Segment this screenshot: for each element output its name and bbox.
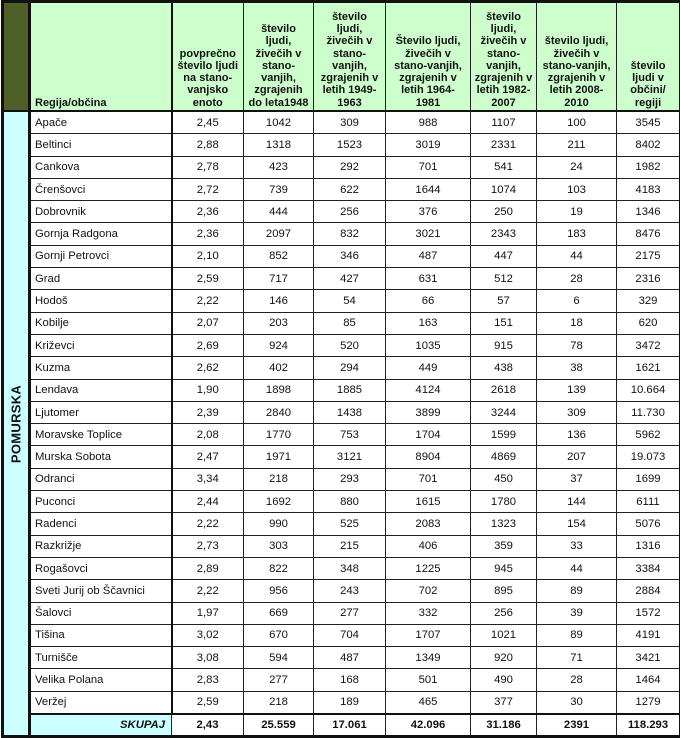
people-total: 5962	[617, 424, 680, 446]
avg-per-unit: 2,78	[172, 156, 244, 178]
table-row	[3, 312, 680, 334]
people-1964-1981: 406	[386, 535, 471, 557]
people-1949-1963: 309	[314, 111, 386, 134]
people-1949-1963: 348	[314, 557, 386, 579]
people-1964-1981: 631	[386, 268, 471, 290]
table-row	[3, 401, 680, 423]
people-to-1948: 670	[244, 624, 314, 646]
table-row	[3, 669, 680, 691]
municipality-name: Tišina	[30, 624, 172, 646]
table-row	[3, 156, 680, 178]
people-to-1948: 739	[244, 178, 314, 200]
people-1964-1981: 3021	[386, 223, 471, 245]
avg-per-unit: 1,90	[172, 379, 244, 401]
people-1964-1981: 332	[386, 602, 471, 624]
avg-per-unit: 3,08	[172, 647, 244, 669]
municipality-name: Dobrovnik	[30, 201, 172, 223]
people-1949-1963: 85	[314, 312, 386, 334]
people-total: 10.664	[617, 379, 680, 401]
people-1949-1963: 215	[314, 535, 386, 557]
avg-per-unit: 2,72	[172, 178, 244, 200]
people-total: 4183	[617, 178, 680, 200]
municipality-name: Razkrižje	[30, 535, 172, 557]
municipality-name: Črenšovci	[30, 178, 172, 200]
avg-per-unit: 2,47	[172, 446, 244, 468]
header-avg-text: povprečno število ljudi na stano-vanjsko enoto	[175, 48, 241, 109]
people-1949-1963: 1438	[314, 401, 386, 423]
people-total: 2175	[617, 245, 680, 267]
municipality-name: Velika Polana	[30, 669, 172, 691]
people-1982-2007: 1599	[471, 424, 537, 446]
municipality-name: Radenci	[30, 513, 172, 535]
table-row	[3, 178, 680, 200]
people-2008-2010: 211	[537, 134, 617, 156]
table-row	[3, 111, 680, 134]
people-total: 3545	[617, 111, 680, 134]
people-1982-2007: 3244	[471, 401, 537, 423]
people-total: 1346	[617, 201, 680, 223]
people-to-1948: 924	[244, 334, 314, 356]
people-to-1948: 2097	[244, 223, 314, 245]
municipality-name: Turnišče	[30, 647, 172, 669]
municipality-name: Šalovci	[30, 602, 172, 624]
header-period-1964-1981	[386, 2, 471, 112]
region-cell	[3, 111, 30, 737]
people-1982-2007: 250	[471, 201, 537, 223]
people-1982-2007: 1021	[471, 624, 537, 646]
header-row	[3, 2, 680, 112]
people-1964-1981: 1035	[386, 334, 471, 356]
region-header-cell	[3, 2, 30, 112]
avg-per-unit: 2,08	[172, 424, 244, 446]
people-1964-1981: 3019	[386, 134, 471, 156]
people-1964-1981: 2083	[386, 513, 471, 535]
header-p5-text: število ljudi, živečih v stano-vanjih, zgrajenih v letih 2008-2010	[541, 35, 613, 109]
people-2008-2010: 100	[537, 111, 617, 134]
people-total: 2884	[617, 580, 680, 602]
municipality-name: Puconci	[30, 491, 172, 513]
avg-per-unit: 2,88	[172, 134, 244, 156]
people-1982-2007: 1780	[471, 491, 537, 513]
people-to-1948: 218	[244, 468, 314, 490]
municipality-name: Veržej	[30, 691, 172, 714]
municipality-name: Križevci	[30, 334, 172, 356]
people-to-1948: 2840	[244, 401, 314, 423]
people-1982-2007: 1107	[471, 111, 537, 134]
people-to-1948: 822	[244, 557, 314, 579]
total-people-1949-1963: 17.061	[314, 714, 386, 737]
people-1964-1981: 449	[386, 357, 471, 379]
people-to-1948: 1692	[244, 491, 314, 513]
people-1964-1981: 3899	[386, 401, 471, 423]
people-to-1948: 423	[244, 156, 314, 178]
people-1982-2007: 256	[471, 602, 537, 624]
people-2008-2010: 19	[537, 201, 617, 223]
total-people-1964-1981: 42.096	[386, 714, 471, 737]
people-1982-2007: 447	[471, 245, 537, 267]
people-2008-2010: 30	[537, 691, 617, 714]
people-1982-2007: 57	[471, 290, 537, 312]
people-1949-1963: 294	[314, 357, 386, 379]
municipality-name: Ljutomer	[30, 401, 172, 423]
people-1949-1963: 293	[314, 468, 386, 490]
people-1964-1981: 465	[386, 691, 471, 714]
people-1982-2007: 438	[471, 357, 537, 379]
people-1964-1981: 1349	[386, 647, 471, 669]
people-2008-2010: 89	[537, 624, 617, 646]
people-to-1948: 669	[244, 602, 314, 624]
header-p1-text: število ljudi, živečih v stano-vanjih, zgrajenih do leta1948	[247, 23, 311, 109]
avg-per-unit: 2,89	[172, 557, 244, 579]
table-row	[3, 557, 680, 579]
people-1982-2007: 151	[471, 312, 537, 334]
municipality-name: Rogašovci	[30, 557, 172, 579]
people-1949-1963: 880	[314, 491, 386, 513]
municipality-name: Hodoš	[30, 290, 172, 312]
avg-per-unit: 1,97	[172, 602, 244, 624]
people-2008-2010: 103	[537, 178, 617, 200]
people-1982-2007: 4869	[471, 446, 537, 468]
people-to-1948: 218	[244, 691, 314, 714]
header-p4-text: število ljudi, živečih v stano-vanjih, zgrajenih v letih 1982-2007	[472, 11, 536, 109]
table-row	[3, 535, 680, 557]
total-label: SKUPAJ	[30, 714, 172, 737]
people-1964-1981: 701	[386, 468, 471, 490]
people-1949-1963: 346	[314, 245, 386, 267]
municipality-name: Gornji Petrovci	[30, 245, 172, 267]
people-total: 1982	[617, 156, 680, 178]
avg-per-unit: 2,39	[172, 401, 244, 423]
header-total	[617, 2, 680, 112]
people-1982-2007: 541	[471, 156, 537, 178]
total-people-total: 118.293	[617, 714, 680, 737]
municipality-name: Gornja Radgona	[30, 223, 172, 245]
people-2008-2010: 24	[537, 156, 617, 178]
table-row	[3, 379, 680, 401]
people-total: 1316	[617, 535, 680, 557]
people-1949-1963: 622	[314, 178, 386, 200]
table-row	[3, 134, 680, 156]
people-total: 1279	[617, 691, 680, 714]
total-row	[3, 714, 680, 737]
people-1982-2007: 512	[471, 268, 537, 290]
people-total: 4191	[617, 624, 680, 646]
avg-per-unit: 2,36	[172, 201, 244, 223]
municipality-name: Kuzma	[30, 357, 172, 379]
total-people-1982-2007: 31.186	[471, 714, 537, 737]
table-row	[3, 357, 680, 379]
people-to-1948: 594	[244, 647, 314, 669]
avg-per-unit: 2,22	[172, 513, 244, 535]
people-to-1948: 717	[244, 268, 314, 290]
people-1949-1963: 243	[314, 580, 386, 602]
avg-per-unit: 3,02	[172, 624, 244, 646]
header-period-to-1948	[244, 2, 314, 112]
people-1964-1981: 8904	[386, 446, 471, 468]
people-total: 8402	[617, 134, 680, 156]
table-row	[3, 602, 680, 624]
people-to-1948: 146	[244, 290, 314, 312]
header-period-1949-1963	[314, 2, 386, 112]
people-to-1948: 1971	[244, 446, 314, 468]
people-1949-1963: 704	[314, 624, 386, 646]
people-1982-2007: 1074	[471, 178, 537, 200]
people-2008-2010: 89	[537, 580, 617, 602]
people-1964-1981: 163	[386, 312, 471, 334]
people-2008-2010: 6	[537, 290, 617, 312]
people-1982-2007: 1323	[471, 513, 537, 535]
housing-population-table	[1, 0, 680, 738]
people-2008-2010: 207	[537, 446, 617, 468]
people-1949-1963: 277	[314, 602, 386, 624]
municipality-name: Cankova	[30, 156, 172, 178]
people-to-1948: 990	[244, 513, 314, 535]
avg-per-unit: 2,59	[172, 691, 244, 714]
people-1982-2007: 359	[471, 535, 537, 557]
people-2008-2010: 78	[537, 334, 617, 356]
table-row	[3, 624, 680, 646]
people-to-1948: 402	[244, 357, 314, 379]
people-2008-2010: 309	[537, 401, 617, 423]
people-1949-1963: 292	[314, 156, 386, 178]
people-1964-1981: 376	[386, 201, 471, 223]
people-1964-1981: 1704	[386, 424, 471, 446]
people-1949-1963: 189	[314, 691, 386, 714]
table-row	[3, 268, 680, 290]
people-1982-2007: 895	[471, 580, 537, 602]
people-total: 2316	[617, 268, 680, 290]
people-to-1948: 1770	[244, 424, 314, 446]
people-1949-1963: 256	[314, 201, 386, 223]
avg-per-unit: 2,22	[172, 290, 244, 312]
municipality-name: Grad	[30, 268, 172, 290]
people-total: 8476	[617, 223, 680, 245]
avg-per-unit: 2,07	[172, 312, 244, 334]
people-1982-2007: 450	[471, 468, 537, 490]
people-1964-1981: 66	[386, 290, 471, 312]
people-total: 620	[617, 312, 680, 334]
avg-per-unit: 2,83	[172, 669, 244, 691]
table-row	[3, 647, 680, 669]
municipality-name: Beltinci	[30, 134, 172, 156]
people-1964-1981: 501	[386, 669, 471, 691]
total-people-2008-2010: 2391	[537, 714, 617, 737]
people-1964-1981: 1225	[386, 557, 471, 579]
people-1964-1981: 1615	[386, 491, 471, 513]
people-1982-2007: 920	[471, 647, 537, 669]
municipality-name: Kobilje	[30, 312, 172, 334]
people-1964-1981: 1644	[386, 178, 471, 200]
people-1982-2007: 915	[471, 334, 537, 356]
people-2008-2010: 154	[537, 513, 617, 535]
people-1964-1981: 701	[386, 156, 471, 178]
people-1982-2007: 377	[471, 691, 537, 714]
people-1964-1981: 702	[386, 580, 471, 602]
table-row	[3, 691, 680, 714]
table-row	[3, 223, 680, 245]
avg-per-unit: 2,22	[172, 580, 244, 602]
header-period-2008-2010	[537, 2, 617, 112]
people-to-1948: 1318	[244, 134, 314, 156]
people-1949-1963: 3121	[314, 446, 386, 468]
people-1964-1981: 988	[386, 111, 471, 134]
table-row	[3, 424, 680, 446]
avg-per-unit: 2,44	[172, 491, 244, 513]
people-to-1948: 852	[244, 245, 314, 267]
total-avg-per-unit: 2,43	[172, 714, 244, 737]
municipality-name: Apače	[30, 111, 172, 134]
people-1949-1963: 753	[314, 424, 386, 446]
people-1982-2007: 2343	[471, 223, 537, 245]
people-2008-2010: 44	[537, 245, 617, 267]
people-1949-1963: 1885	[314, 379, 386, 401]
people-to-1948: 1042	[244, 111, 314, 134]
municipality-name: Sveti Jurij ob Ščavnici	[30, 580, 172, 602]
people-1982-2007: 2331	[471, 134, 537, 156]
people-2008-2010: 139	[537, 379, 617, 401]
people-1949-1963: 54	[314, 290, 386, 312]
people-1949-1963: 520	[314, 334, 386, 356]
people-2008-2010: 37	[537, 468, 617, 490]
people-1949-1963: 832	[314, 223, 386, 245]
avg-per-unit: 3,34	[172, 468, 244, 490]
header-name: Regija/občina	[30, 2, 172, 112]
region-label: POMURSKA	[9, 384, 24, 462]
people-total: 1464	[617, 669, 680, 691]
people-1949-1963: 487	[314, 647, 386, 669]
people-to-1948: 277	[244, 669, 314, 691]
people-2008-2010: 18	[537, 312, 617, 334]
header-avg	[172, 2, 244, 112]
people-1964-1981: 487	[386, 245, 471, 267]
people-total: 1699	[617, 468, 680, 490]
people-2008-2010: 183	[537, 223, 617, 245]
people-2008-2010: 39	[537, 602, 617, 624]
people-total: 11.730	[617, 401, 680, 423]
people-total: 1572	[617, 602, 680, 624]
people-to-1948: 1898	[244, 379, 314, 401]
people-1949-1963: 168	[314, 669, 386, 691]
people-total: 3421	[617, 647, 680, 669]
people-to-1948: 956	[244, 580, 314, 602]
people-total: 329	[617, 290, 680, 312]
total-people-to-1948: 25.559	[244, 714, 314, 737]
table-row	[3, 290, 680, 312]
people-total: 6111	[617, 491, 680, 513]
people-1949-1963: 427	[314, 268, 386, 290]
avg-per-unit: 2,69	[172, 334, 244, 356]
people-total: 5076	[617, 513, 680, 535]
people-total: 19.073	[617, 446, 680, 468]
people-1949-1963: 1523	[314, 134, 386, 156]
avg-per-unit: 2,73	[172, 535, 244, 557]
people-2008-2010: 144	[537, 491, 617, 513]
municipality-name: Lendava	[30, 379, 172, 401]
people-2008-2010: 136	[537, 424, 617, 446]
people-2008-2010: 28	[537, 268, 617, 290]
people-total: 1621	[617, 357, 680, 379]
people-1949-1963: 525	[314, 513, 386, 535]
people-2008-2010: 71	[537, 647, 617, 669]
header-p3-text: Število ljudi, živečih v stano-vanjih, zgrajenih v letih 1964-1981	[391, 35, 465, 109]
people-2008-2010: 44	[537, 557, 617, 579]
people-2008-2010: 33	[537, 535, 617, 557]
municipality-name: Moravske Toplice	[30, 424, 172, 446]
people-1964-1981: 1707	[386, 624, 471, 646]
avg-per-unit: 2,36	[172, 223, 244, 245]
table-row	[3, 334, 680, 356]
header-p2-text: število ljudi, živečih v stano-vanjih, zgrajenih v letih 1949-1963	[317, 11, 383, 109]
municipality-name: Odranci	[30, 468, 172, 490]
people-to-1948: 303	[244, 535, 314, 557]
avg-per-unit: 2,10	[172, 245, 244, 267]
municipality-name: Murska Sobota	[30, 446, 172, 468]
people-2008-2010: 28	[537, 669, 617, 691]
avg-per-unit: 2,59	[172, 268, 244, 290]
header-total-text: število ljudi v občini/ regiji	[620, 60, 676, 109]
table-row	[3, 201, 680, 223]
people-1982-2007: 490	[471, 669, 537, 691]
people-total: 3384	[617, 557, 680, 579]
table-row	[3, 491, 680, 513]
people-to-1948: 444	[244, 201, 314, 223]
people-total: 3472	[617, 334, 680, 356]
header-period-1982-2007	[471, 2, 537, 112]
people-1982-2007: 2618	[471, 379, 537, 401]
avg-per-unit: 2,62	[172, 357, 244, 379]
people-1964-1981: 4124	[386, 379, 471, 401]
people-2008-2010: 38	[537, 357, 617, 379]
table-row	[3, 468, 680, 490]
avg-per-unit: 2,45	[172, 111, 244, 134]
people-to-1948: 203	[244, 312, 314, 334]
table-row	[3, 513, 680, 535]
table-row	[3, 580, 680, 602]
people-1982-2007: 945	[471, 557, 537, 579]
table-row	[3, 245, 680, 267]
table-row	[3, 446, 680, 468]
